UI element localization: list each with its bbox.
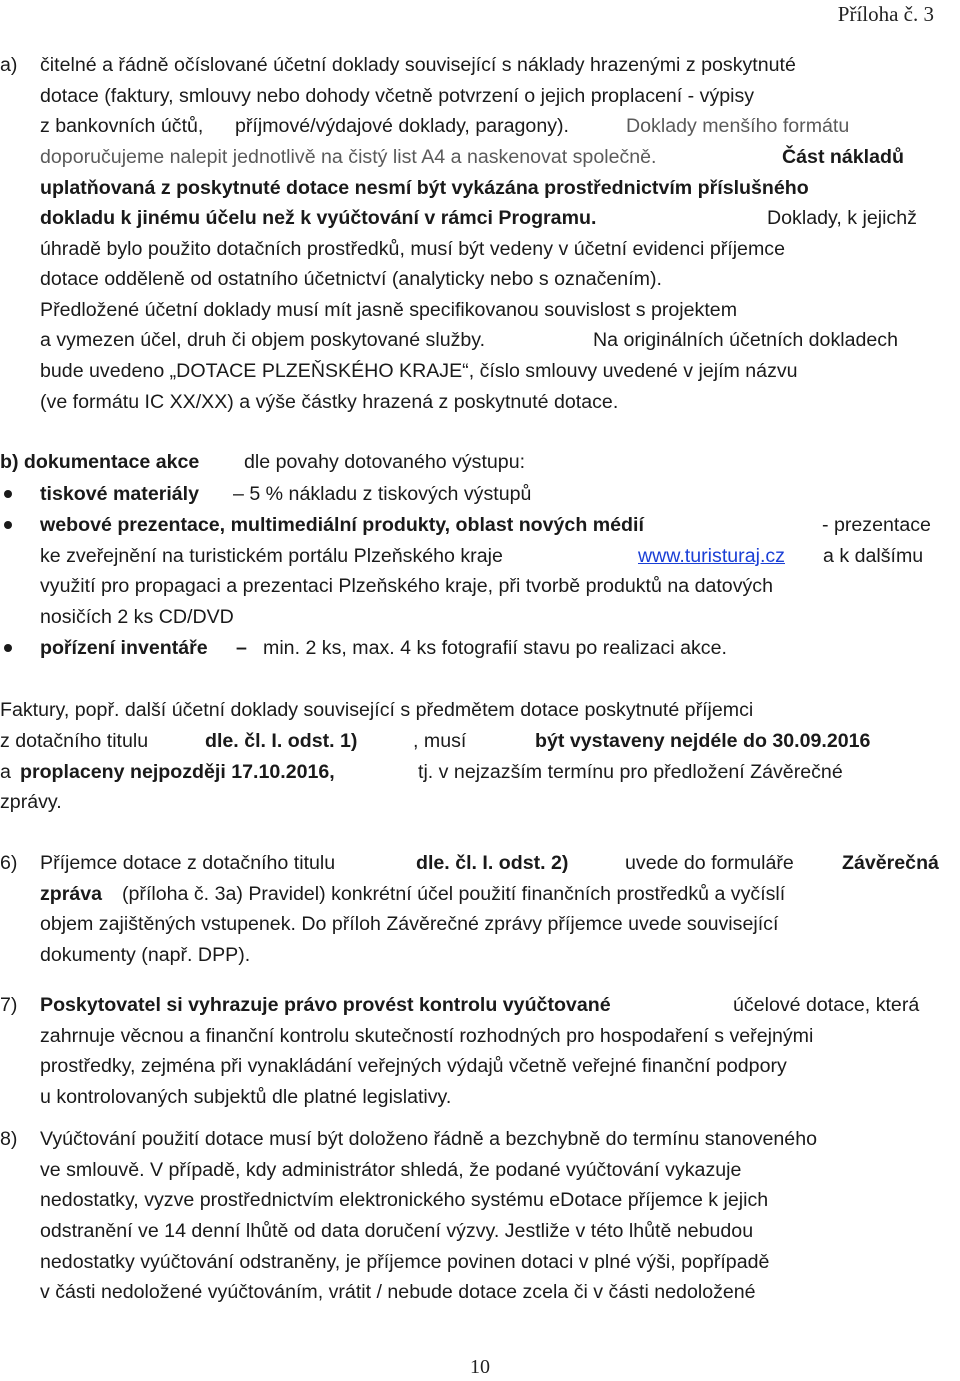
invoices-line [0, 726, 960, 756]
paragraph-text: Doklady, k jejichž [767, 207, 917, 229]
invoices-line [0, 757, 960, 787]
bullet-icon [4, 521, 12, 529]
invoices-line [0, 695, 960, 725]
invoices-line [0, 787, 960, 817]
paragraph-text: ke zveřejnění na turistickém portálu Plzeňského kraje [40, 545, 503, 567]
annex-label: Příloha č. 3 [837, 2, 934, 26]
section-a-line [0, 234, 960, 264]
item-6-line [0, 879, 960, 909]
paragraph-text: zahrnuje věcnou a finanční kontrolu skutečností rozhodných pro hospodaření s veřejnými [40, 1025, 814, 1047]
paragraph-text: - prezentace [822, 514, 931, 536]
bold-text: dle. čl. I. odst. 1) [205, 730, 358, 752]
item-6-line [0, 940, 960, 970]
bullet-item [0, 633, 960, 663]
paragraph-text: Předložené účetní doklady musí mít jasně specifikovanou souvislost s projektem [40, 299, 738, 321]
section-a-line [0, 387, 960, 417]
bold-text: webové prezentace, multimediální produkty, oblast nových médií [40, 514, 644, 536]
paragraph-text: a k dalšímu [823, 545, 924, 567]
paragraph-text: úhradě bylo použito dotačních prostředků, musí být vedeny v účetní evidenci příjemce [40, 238, 785, 260]
item-8-line [0, 1216, 960, 1246]
bold-text: – [236, 637, 247, 659]
section-a-line [0, 356, 960, 386]
bold-text: Poskytovatel si vyhrazuje právo provést kontrolu vyúčtované [40, 994, 611, 1016]
paragraph-text: odstranění ve 14 denní lhůtě od data doručení výzvy. Jestliže v této lhůtě nebudou [40, 1220, 754, 1242]
paragraph-text: zprávy. [0, 791, 62, 813]
paragraph-text: čitelné a řádně očíslované účetní doklady související s náklady hrazenými z poskytnuté [40, 54, 796, 76]
paragraph-text: objem zajištěných vstupenek. Do příloh Závěrečné zprávy příjemce uvede související [40, 913, 779, 935]
bold-text: být vystaveny nejdéle do 30.09.2016 [535, 730, 871, 752]
bold-text: b) dokumentace akce [0, 451, 200, 473]
section-a-line [0, 264, 960, 294]
paragraph-text: Příjemce dotace z dotačního titulu [40, 852, 336, 874]
section-b-heading [0, 447, 960, 477]
list-number: 8) [0, 1128, 18, 1150]
item-7-line [0, 1051, 960, 1081]
bullet-item [0, 510, 960, 540]
paragraph-text: Doklady menšího formátu [626, 115, 850, 137]
paragraph-text: využití pro propagaci a prezentaci Plzeňského kraje, při tvorbě produktů na datových [40, 575, 773, 597]
paragraph-text: v části nedoložené vyúčtováním, vrátit / nebude dotace zcela či v části nedoložené [40, 1281, 756, 1303]
paragraph-text: Faktury, popř. další účetní doklady související s předmětem dotace poskytnuté příjemci [0, 699, 754, 721]
paragraph-text: ve smlouvě. V případě, kdy administrátor shledá, že podané vyúčtování vykazuje [40, 1159, 742, 1181]
section-a-line [0, 203, 960, 233]
paragraph-text: dokumenty (např. DPP). [40, 944, 251, 966]
paragraph-text: příjmové/výdajové doklady, paragony). [235, 115, 569, 137]
item-7-line [0, 990, 960, 1020]
list-marker: a) [0, 54, 18, 76]
bullet-icon [4, 644, 12, 652]
bullet-icon [4, 490, 12, 498]
bold-text: proplaceny nejpozději 17.10.2016, [20, 761, 335, 783]
bullet-item-line [0, 571, 960, 601]
paragraph-text: , musí [413, 730, 467, 752]
bold-text: uplatňovaná z poskytnuté dotace nesmí být vykázána prostřednictvím příslušného [40, 177, 809, 199]
paragraph-text: a [0, 761, 11, 783]
bullet-item [0, 479, 960, 509]
section-a-line [0, 111, 960, 141]
paragraph-text: bude uvedeno „DOTACE PLZEŇSKÉHO KRAJE“, číslo smlouvy uvedené v jejím názvu [40, 360, 798, 382]
section-a-line [0, 142, 960, 172]
bold-text: dokladu k jinému účelu než k vyúčtování v rámci Programu. [40, 207, 597, 229]
paragraph-text: dotace (faktury, smlouvy nebo dohody včetně potvrzení o jejich proplacení - výpisy [40, 85, 755, 107]
paragraph-text: z dotačního titulu [0, 730, 149, 752]
section-a-line [0, 173, 960, 203]
turisturaj-link[interactable]: www.turisturaj.cz [638, 545, 785, 567]
bold-text: pořízení inventáře [40, 637, 208, 659]
paragraph-text: z bankovních účtů, [40, 115, 204, 137]
paragraph-text: (ve formátu IC XX/XX) a výše částky hrazená z poskytnuté dotace. [40, 391, 619, 413]
bold-text: zpráva [40, 883, 103, 905]
paragraph-text: účelové dotace, která [733, 994, 920, 1016]
section-a-line [0, 81, 960, 111]
paragraph-text: Vyúčtování použití dotace musí být doloženo řádně a bezchybně do termínu stanoveného [40, 1128, 817, 1150]
paragraph-text: min. 2 ks, max. 4 ks fotografií stavu po realizaci akce. [263, 637, 727, 659]
bullet-item-line [0, 541, 960, 571]
bold-text: Část nákladů [782, 146, 904, 168]
paragraph-text: u kontrolovaných subjektů dle platné legislativy. [40, 1086, 452, 1108]
section-a-line [0, 325, 960, 355]
section-a-line [0, 50, 960, 80]
paragraph-text: nosičích 2 ks CD/DVD [40, 606, 234, 628]
list-number: 6) [0, 852, 18, 874]
item-8-line [0, 1124, 960, 1154]
item-6-line [0, 848, 960, 878]
paragraph-text: a vymezen účel, druh či objem poskytované služby. [40, 329, 486, 351]
section-a-line [0, 295, 960, 325]
paragraph-text: uvede do formuláře [625, 852, 794, 874]
paragraph-text: prostředky, zejména při vynakládání veřejných výdajů včetně veřejné finanční podpory [40, 1055, 787, 1077]
paragraph-text: – 5 % nákladu z tiskových výstupů [233, 483, 532, 505]
item-8-line [0, 1185, 960, 1215]
bold-text: dle. čl. I. odst. 2) [416, 852, 569, 874]
item-8-line [0, 1277, 960, 1307]
page-number: 10 [470, 1356, 490, 1378]
paragraph-text: dotace odděleně od ostatního účetnictví (analyticky nebo s označením). [40, 268, 662, 290]
list-number: 7) [0, 994, 18, 1016]
paragraph-text: (příloha č. 3a) Pravidel) konkrétní účel použití finančních prostředků a vyčíslí [122, 883, 786, 905]
paragraph-text: nedostatky, vyzve prostřednictvím elektronického systému eDotace příjemce k jejich [40, 1189, 769, 1211]
paragraph-text: Na originálních účetních dokladech [593, 329, 898, 351]
item-7-line [0, 1021, 960, 1051]
item-6-line [0, 909, 960, 939]
bullet-item-line [0, 602, 960, 632]
paragraph-text: dle povahy dotovaného výstupu: [244, 451, 526, 473]
paragraph-text: doporučujeme nalepit jednotlivě na čistý list A4 a naskenovat společně. [40, 146, 657, 168]
paragraph-text: tj. v nejzazším termínu pro předložení Závěrečné [418, 761, 843, 783]
bold-text: tiskové materiály [40, 483, 200, 505]
item-8-line [0, 1247, 960, 1277]
item-7-line [0, 1082, 960, 1112]
item-8-line [0, 1155, 960, 1185]
paragraph-text: nedostatky vyúčtování odstraněny, je příjemce povinen dotaci v plné výši, popřípadě [40, 1251, 770, 1273]
bold-text: Závěrečná [842, 852, 939, 874]
